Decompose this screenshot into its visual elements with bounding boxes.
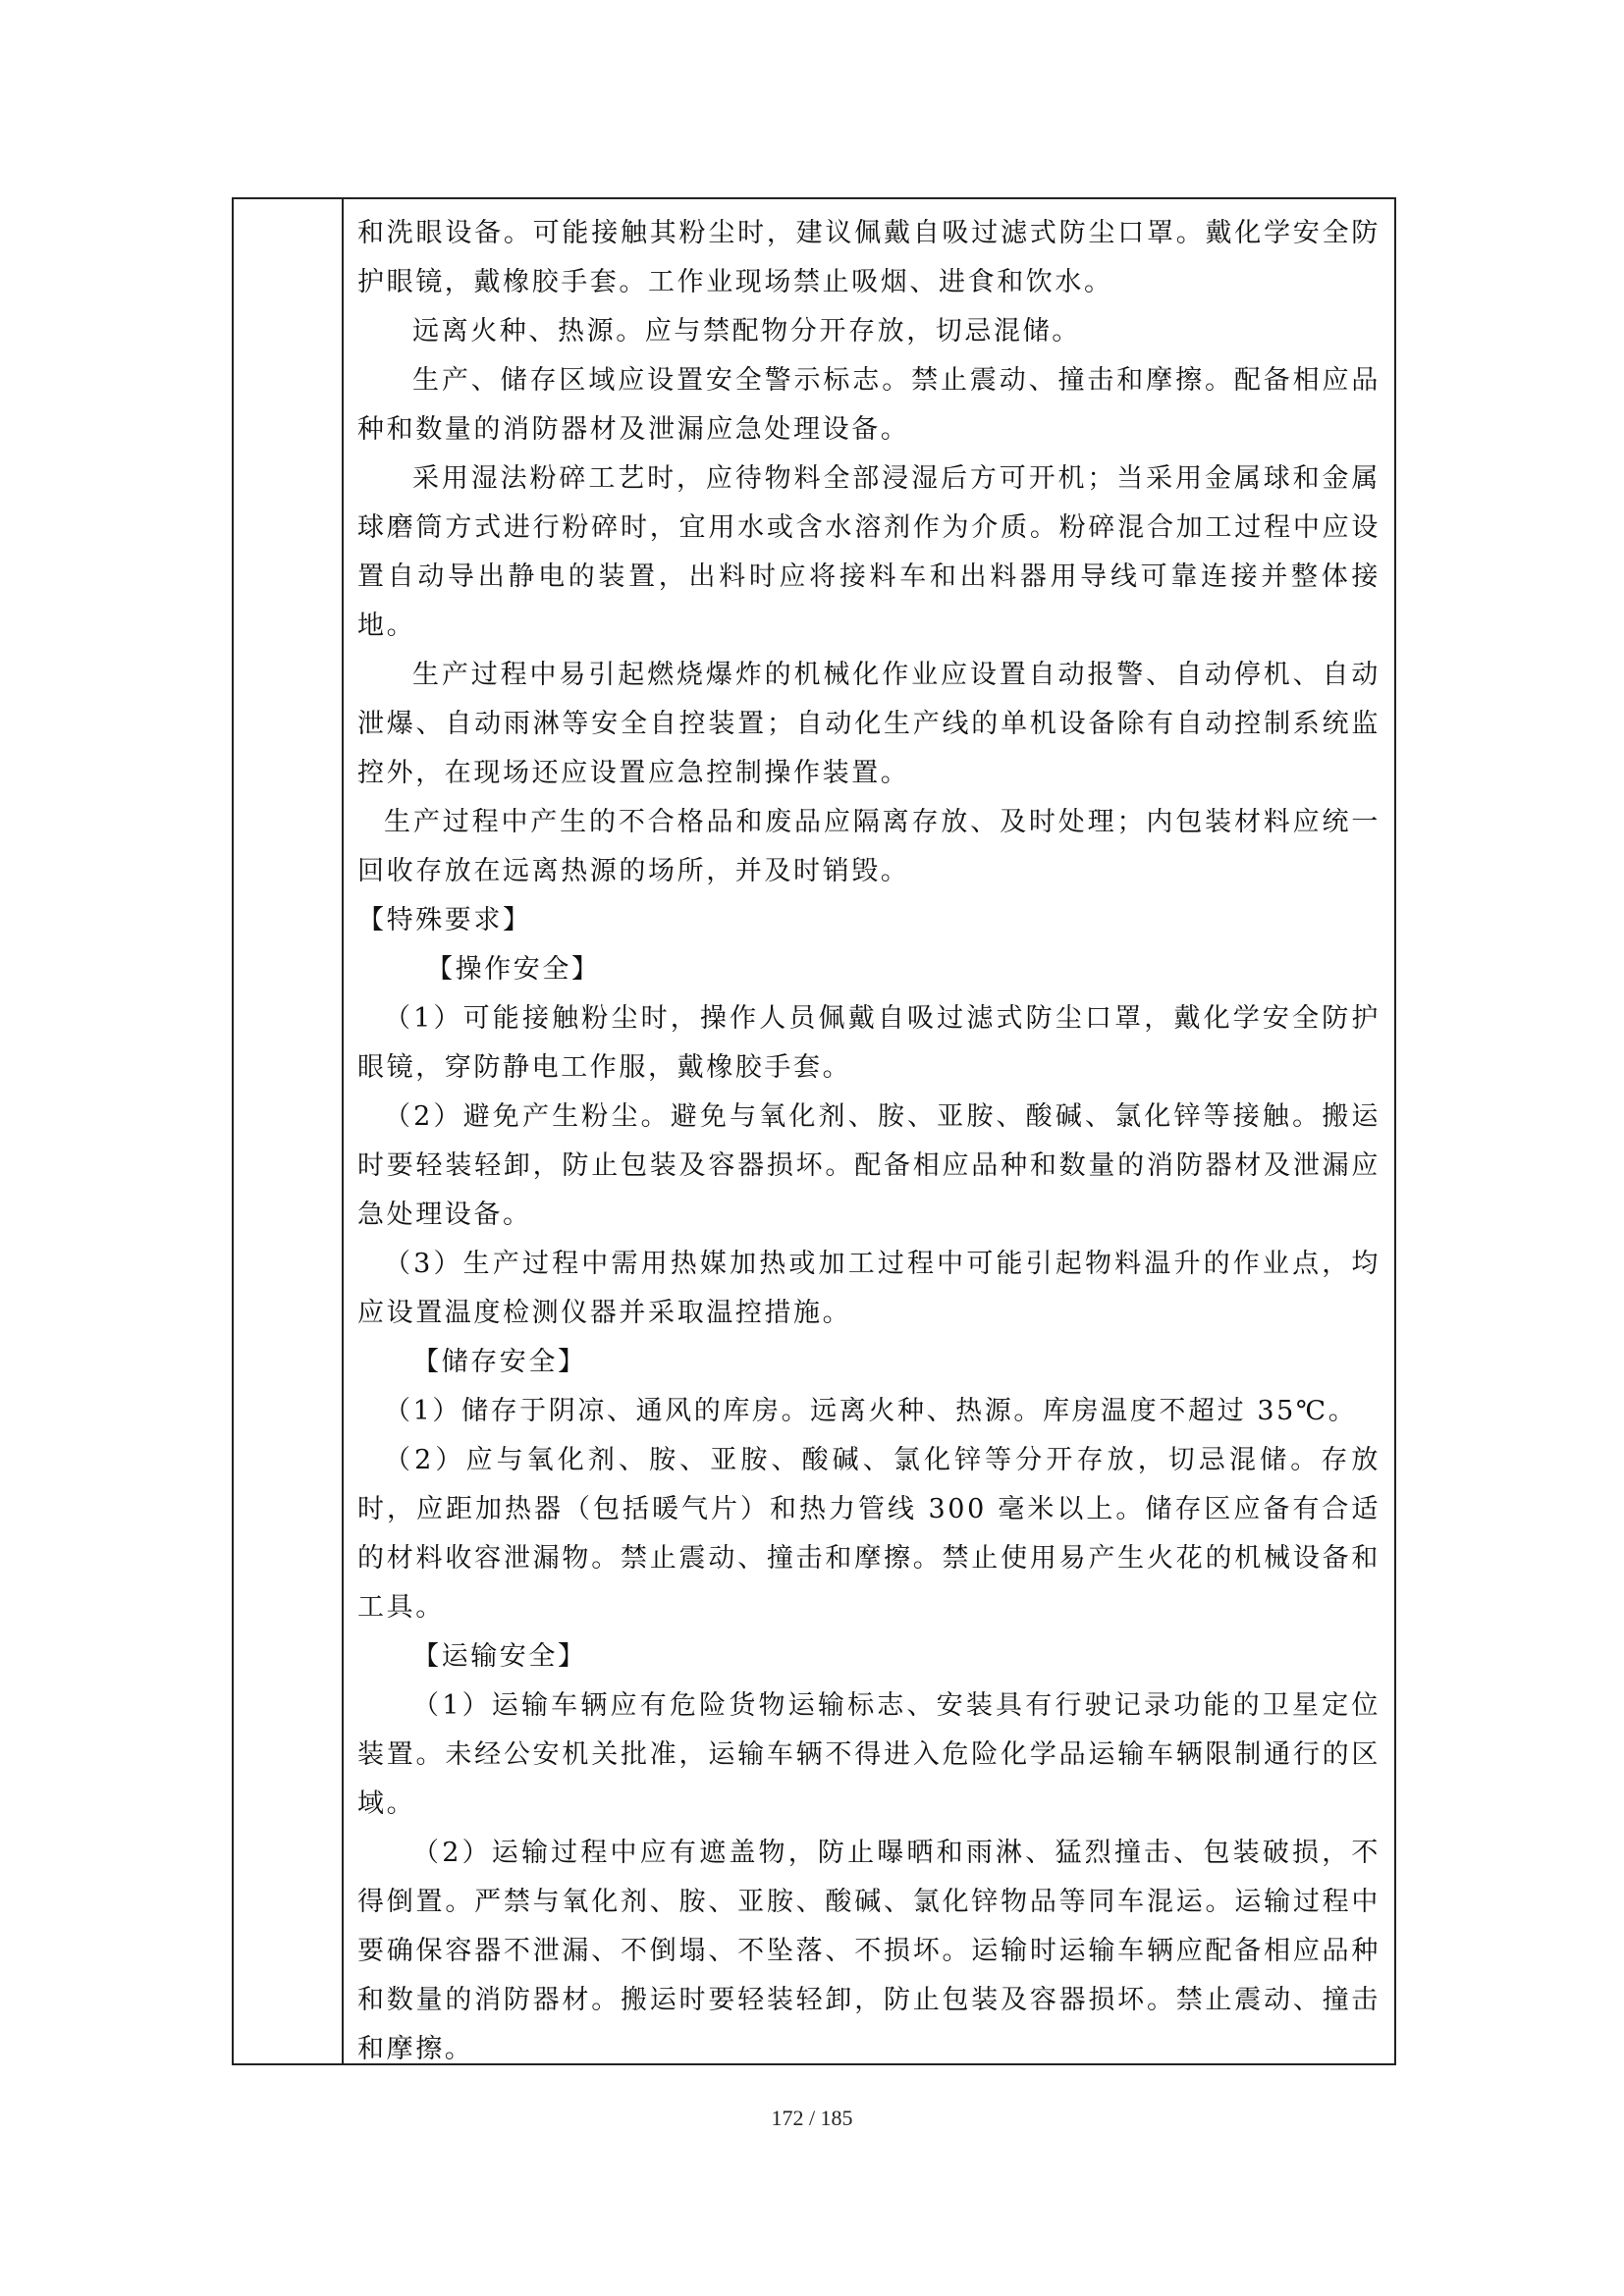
paragraph-transport-1: （1）运输车辆应有危险货物运输标志、安装具有行驶记录功能的卫星定位装置。未经公安机关批准，运输车辆不得进入危险化学品运输车辆限制通行的区域。	[357, 1690, 1380, 1819]
paragraph-operation-1: （1）可能接触粉尘时，操作人员佩戴自吸过滤式防尘口罩，戴化学安全防护眼镜，穿防静电工作服，戴橡胶手套。	[357, 1003, 1380, 1083]
page-number: 172 / 185	[771, 2106, 853, 2130]
paragraph-storage-2: （2）应与氧化剂、胺、亚胺、酸碱、氯化锌等分开存放，切忌混储。存放时，应距加热器（包括暖气片）和热力管线 300 毫米以上。储存区应备有合适的材料收容泄漏物。禁止震动、撞击和摩擦。禁止使用易产生火花的机械设备和工具。	[357, 1445, 1380, 1623]
heading-transport-safety: 【运输安全】	[412, 1641, 587, 1672]
paragraph-waste-handling: 生产过程中产生的不合格品和废品应隔离存放、及时处理；内包装材料应统一回收存放在远离热源的场所，并及时销毁。	[357, 807, 1380, 886]
paragraph-fire-sources: 远离火种、热源。应与禁配物分开存放，切忌混储。	[412, 316, 1081, 347]
heading-storage-safety: 【储存安全】	[412, 1347, 587, 1377]
heading-operation-safety: 【操作安全】	[426, 954, 601, 985]
paragraph-operation-2: （2）避免产生粉尘。避免与氧化剂、胺、亚胺、酸碱、氯化锌等接触。搬运时要轻装轻卸，防止包装及容器损坏。配备相应品种和数量的消防器材及泄漏应急处理设备。	[357, 1101, 1380, 1230]
heading-special-requirements: 【特殊要求】	[357, 905, 532, 935]
table-right-cell	[344, 199, 1394, 2063]
paragraph-storage-1: （1）储存于阴凉、通风的库房。远离火种、热源。库房温度不超过 35℃。	[384, 1396, 1358, 1426]
paragraph-transport-2: （2）运输过程中应有遮盖物，防止曝晒和雨淋、猛烈撞击、包装破损，不得倒置。严禁与氧化剂、胺、亚胺、酸碱、氯化锌物品等同车混运。运输过程中要确保容器不泄漏、不倒塌、不坠落、不损坏。运输时运输车辆应配备相应品种和数量的消防器材。搬运时要轻装轻卸，防止包装及容器损坏。禁止震动、撞击和摩擦。	[357, 1838, 1380, 2064]
paragraph-warning-signs: 生产、储存区域应设置安全警示标志。禁止震动、撞击和摩擦。配备相应品种和数量的消防器材及泄漏应急处理设备。	[357, 365, 1380, 445]
table-left-cell	[234, 199, 344, 2063]
paragraph-wet-grinding: 采用湿法粉碎工艺时，应待物料全部浸湿后方可开机；当采用金属球和金属球磨筒方式进行粉碎时，宜用水或含水溶剂作为介质。粉碎混合加工过程中应设置自动导出静电的装置，出料时应将接料车和出料器用导线可靠连接并整体接地。	[357, 463, 1380, 641]
paragraph-operation-3: （3）生产过程中需用热媒加热或加工过程中可能引起物料温升的作业点，均应设置温度检测仪器并采取温控措施。	[357, 1249, 1380, 1328]
paragraph-automation-controls: 生产过程中易引起燃烧爆炸的机械化作业应设置自动报警、自动停机、自动泄爆、自动雨淋等安全自控装置；自动化生产线的单机设备除有自动控制系统监控外，在现场还应设置应急控制操作装置。	[357, 660, 1380, 788]
paragraph-eyewash-protection: 和洗眼设备。可能接触其粉尘时，建议佩戴自吸过滤式防尘口罩。戴化学安全防护眼镜，戴橡胶手套。工作业现场禁止吸烟、进食和饮水。	[357, 218, 1380, 297]
content-table	[232, 197, 1396, 2065]
